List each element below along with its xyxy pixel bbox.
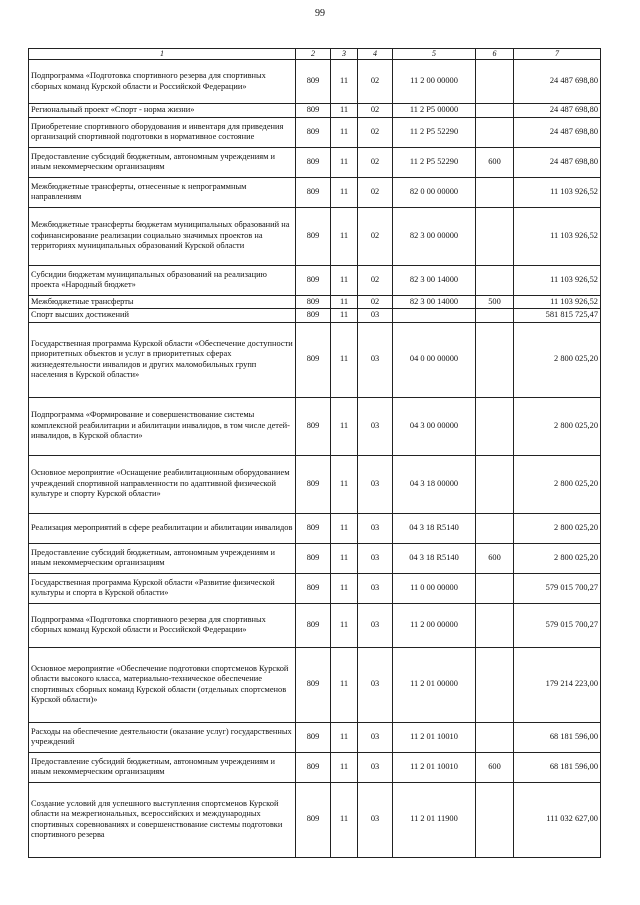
cell-grbs: 809	[296, 782, 331, 857]
cell-grbs: 809	[296, 265, 331, 295]
cell-vr: 600	[476, 543, 514, 573]
cell-sum: 11 103 926,52	[514, 207, 601, 265]
cell-csr: 04 3 18 00000	[393, 455, 476, 513]
cell-grbs: 809	[296, 177, 331, 207]
cell-vr	[476, 60, 514, 104]
cell-csr: 82 3 00 14000	[393, 295, 476, 309]
cell-grbs: 809	[296, 603, 331, 647]
cell-pr: 02	[358, 265, 393, 295]
cell-sum: 68 181 596,00	[514, 722, 601, 752]
cell-rz: 11	[331, 647, 358, 722]
cell-grbs: 809	[296, 207, 331, 265]
cell-pr: 03	[358, 573, 393, 603]
cell-rz: 11	[331, 722, 358, 752]
cell-grbs: 809	[296, 513, 331, 543]
cell-rz: 11	[331, 177, 358, 207]
cell-sum: 2 800 025,20	[514, 513, 601, 543]
cell-csr: 11 0 00 00000	[393, 573, 476, 603]
cell-pr: 02	[358, 177, 393, 207]
table-row	[29, 117, 601, 147]
cell-rz: 11	[331, 397, 358, 455]
cell-sum: 2 800 025,20	[514, 543, 601, 573]
budget-table	[28, 48, 601, 858]
cell-sum: 11 103 926,52	[514, 177, 601, 207]
cell-csr: 11 2 00 00000	[393, 603, 476, 647]
table-row	[29, 513, 601, 543]
cell-grbs: 809	[296, 309, 331, 323]
cell-name: Основное мероприятие «Обеспечение подготовки спортсменов Курской области высокого класса, материально-техническое обеспечение спортивных сборных команд Курской области (отдельных спортсменов Курской области)»	[29, 647, 296, 722]
cell-pr: 02	[358, 117, 393, 147]
cell-grbs: 809	[296, 543, 331, 573]
cell-rz: 11	[331, 603, 358, 647]
table-row	[29, 455, 601, 513]
cell-sum: 179 214 223,00	[514, 647, 601, 722]
cell-grbs: 809	[296, 722, 331, 752]
cell-name: Подпрограмма «Формирование и совершенствование системы комплексной реабилитации и абилитации инвалидов, в том числе детей-инвалидов, в Курской области»	[29, 397, 296, 455]
table-row	[29, 265, 601, 295]
cell-pr: 02	[358, 104, 393, 118]
cell-pr: 02	[358, 295, 393, 309]
cell-csr: 82 3 00 00000	[393, 207, 476, 265]
cell-grbs: 809	[296, 647, 331, 722]
cell-pr: 03	[358, 397, 393, 455]
cell-sum: 68 181 596,00	[514, 752, 601, 782]
table-row	[29, 104, 601, 118]
cell-vr	[476, 722, 514, 752]
cell-grbs: 809	[296, 752, 331, 782]
cell-rz: 11	[331, 513, 358, 543]
table-row	[29, 295, 601, 309]
cell-sum: 111 032 627,00	[514, 782, 601, 857]
cell-sum: 11 103 926,52	[514, 265, 601, 295]
cell-grbs: 809	[296, 117, 331, 147]
cell-name: Подпрограмма «Подготовка спортивного резерва для спортивных сборных команд Курской области и Российской Федерации»	[29, 603, 296, 647]
cell-vr	[476, 782, 514, 857]
column-header: 2	[296, 49, 331, 60]
cell-name: Предоставление субсидий бюджетным, автономным учреждениям и иным некоммерческим организациям	[29, 147, 296, 177]
column-number-row	[29, 49, 601, 60]
table-body	[29, 60, 601, 858]
cell-name: Подпрограмма «Подготовка спортивного резерва для спортивных сборных команд Курской области и Российской Федерации»	[29, 60, 296, 104]
cell-rz: 11	[331, 782, 358, 857]
cell-pr: 03	[358, 647, 393, 722]
cell-csr: 82 3 00 14000	[393, 265, 476, 295]
cell-name: Спорт высших достижений	[29, 309, 296, 323]
table-row	[29, 207, 601, 265]
cell-grbs: 809	[296, 295, 331, 309]
cell-csr	[393, 309, 476, 323]
cell-pr: 03	[358, 309, 393, 323]
table-row	[29, 782, 601, 857]
cell-csr: 11 2 P5 00000	[393, 104, 476, 118]
column-header: 1	[29, 49, 296, 60]
cell-sum: 2 800 025,20	[514, 397, 601, 455]
cell-csr: 11 2 P5 52290	[393, 147, 476, 177]
cell-rz: 11	[331, 752, 358, 782]
table-row	[29, 543, 601, 573]
cell-name: Региональный проект «Спорт - норма жизни»	[29, 104, 296, 118]
table-row	[29, 752, 601, 782]
cell-sum: 579 015 700,27	[514, 603, 601, 647]
cell-name: Государственная программа Курской области «Развитие физической культуры и спорта в Курской области»	[29, 573, 296, 603]
cell-rz: 11	[331, 573, 358, 603]
cell-sum: 2 800 025,20	[514, 322, 601, 397]
cell-pr: 03	[358, 782, 393, 857]
table-row	[29, 603, 601, 647]
cell-vr	[476, 177, 514, 207]
cell-vr: 500	[476, 295, 514, 309]
cell-sum: 24 487 698,80	[514, 147, 601, 177]
cell-name: Предоставление субсидий бюджетным, автономным учреждениям и иным некоммерческим организациям	[29, 543, 296, 573]
cell-csr: 04 3 18 R5140	[393, 543, 476, 573]
cell-name: Межбюджетные трансферты, отнесенные к непрограммным направлениям	[29, 177, 296, 207]
cell-name: Реализация мероприятий в сфере реабилитации и абилитации инвалидов	[29, 513, 296, 543]
table-row	[29, 573, 601, 603]
cell-vr	[476, 455, 514, 513]
cell-pr: 03	[358, 752, 393, 782]
cell-grbs: 809	[296, 60, 331, 104]
cell-grbs: 809	[296, 322, 331, 397]
cell-rz: 11	[331, 147, 358, 177]
cell-vr	[476, 117, 514, 147]
column-header: 6	[476, 49, 514, 60]
cell-rz: 11	[331, 265, 358, 295]
cell-csr: 11 2 01 11900	[393, 782, 476, 857]
cell-rz: 11	[331, 207, 358, 265]
cell-rz: 11	[331, 309, 358, 323]
column-header: 4	[358, 49, 393, 60]
cell-sum: 11 103 926,52	[514, 295, 601, 309]
cell-csr: 11 2 01 00000	[393, 647, 476, 722]
column-header: 3	[331, 49, 358, 60]
cell-vr: 600	[476, 752, 514, 782]
cell-pr: 03	[358, 543, 393, 573]
cell-vr	[476, 573, 514, 603]
cell-vr	[476, 265, 514, 295]
cell-csr: 82 0 00 00000	[393, 177, 476, 207]
cell-csr: 11 2 P5 52290	[393, 117, 476, 147]
cell-name: Государственная программа Курской области «Обеспечение доступности приоритетных объектов и услуг в приоритетных сферах жизнедеятельности инвалидов и других маломобильных групп населения в Курской области»	[29, 322, 296, 397]
cell-rz: 11	[331, 295, 358, 309]
cell-name: Субсидии бюджетам муниципальных образований на реализацию проекта «Народный бюджет»	[29, 265, 296, 295]
table-row	[29, 397, 601, 455]
cell-pr: 03	[358, 603, 393, 647]
cell-csr: 11 2 01 10010	[393, 722, 476, 752]
cell-sum: 24 487 698,80	[514, 117, 601, 147]
cell-vr	[476, 397, 514, 455]
table-row	[29, 309, 601, 323]
table-row	[29, 147, 601, 177]
cell-rz: 11	[331, 322, 358, 397]
cell-name: Создание условий для успешного выступления спортсменов Курской области на межрегиональных, всероссийских и международных спортивных соревнованиях и совершенствование системы подготовки спортивного резерва	[29, 782, 296, 857]
cell-sum: 24 487 698,80	[514, 104, 601, 118]
cell-rz: 11	[331, 543, 358, 573]
cell-csr: 04 0 00 00000	[393, 322, 476, 397]
cell-grbs: 809	[296, 573, 331, 603]
cell-vr: 600	[476, 147, 514, 177]
table-row	[29, 722, 601, 752]
table-row	[29, 322, 601, 397]
cell-rz: 11	[331, 60, 358, 104]
table-row	[29, 177, 601, 207]
cell-vr	[476, 322, 514, 397]
cell-grbs: 809	[296, 104, 331, 118]
cell-pr: 03	[358, 722, 393, 752]
table-row	[29, 647, 601, 722]
cell-pr: 03	[358, 513, 393, 543]
cell-pr: 02	[358, 60, 393, 104]
cell-pr: 02	[358, 147, 393, 177]
column-header: 7	[514, 49, 601, 60]
cell-csr: 04 3 18 R5140	[393, 513, 476, 543]
column-header: 5	[393, 49, 476, 60]
cell-csr: 11 2 00 00000	[393, 60, 476, 104]
cell-vr	[476, 603, 514, 647]
cell-pr: 03	[358, 455, 393, 513]
cell-rz: 11	[331, 455, 358, 513]
cell-grbs: 809	[296, 455, 331, 513]
cell-rz: 11	[331, 104, 358, 118]
cell-name: Приобретение спортивного оборудования и инвентаря для приведения организаций спортивной подготовки в нормативное состояние	[29, 117, 296, 147]
cell-vr	[476, 207, 514, 265]
cell-vr	[476, 513, 514, 543]
cell-name: Расходы на обеспечение деятельности (оказание услуг) государственных учреждений	[29, 722, 296, 752]
cell-sum: 579 015 700,27	[514, 573, 601, 603]
cell-sum: 581 815 725,47	[514, 309, 601, 323]
cell-sum: 2 800 025,20	[514, 455, 601, 513]
cell-vr	[476, 104, 514, 118]
cell-grbs: 809	[296, 147, 331, 177]
cell-grbs: 809	[296, 397, 331, 455]
cell-name: Межбюджетные трансферты бюджетам муниципальных образований на софинансирование реализации социально значимых проектов на территориях муниципальных образований Курской области	[29, 207, 296, 265]
cell-name: Основное мероприятие «Оснащение реабилитационным оборудованием учреждений спортивной направленности по адаптивной физической культуре и спорту Курской области»	[29, 455, 296, 513]
cell-sum: 24 487 698,80	[514, 60, 601, 104]
cell-vr	[476, 647, 514, 722]
cell-name: Предоставление субсидий бюджетным, автономным учреждениям и иным некоммерческим организациям	[29, 752, 296, 782]
cell-pr: 03	[358, 322, 393, 397]
cell-csr: 04 3 00 00000	[393, 397, 476, 455]
cell-vr	[476, 309, 514, 323]
cell-rz: 11	[331, 117, 358, 147]
cell-pr: 02	[358, 207, 393, 265]
page-number: 99	[315, 8, 325, 19]
table-row	[29, 60, 601, 104]
cell-csr: 11 2 01 10010	[393, 752, 476, 782]
cell-name: Межбюджетные трансферты	[29, 295, 296, 309]
